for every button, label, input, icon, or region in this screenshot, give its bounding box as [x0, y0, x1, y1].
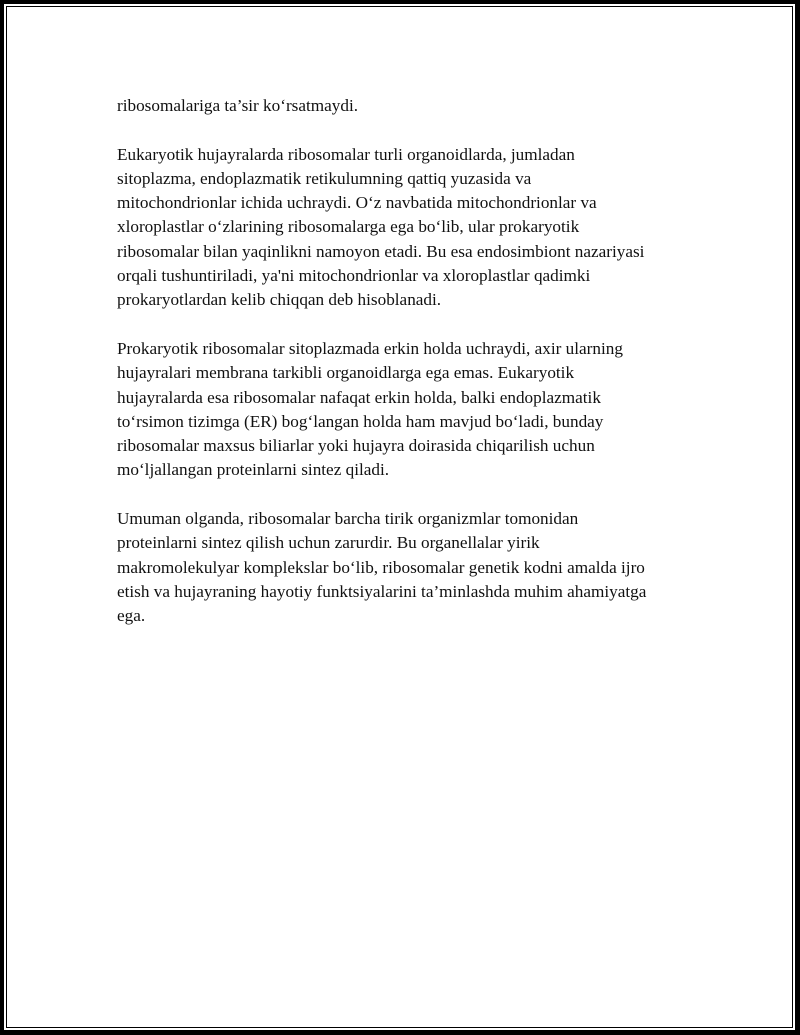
paragraph-3: [117, 337, 692, 483]
text-line: Eukaryotik hujayralarda ribosomalar turli organoidlarda, jumladan: [117, 144, 575, 164]
text-line: makromolekulyar komplekslar bo‘lib, ribosomalar genetik kodni amalda ijro: [117, 557, 645, 577]
document-body: [117, 94, 692, 653]
text-line: hujayralarda esa ribosomalar nafaqat erkin holda, balki endoplazmatik: [117, 387, 601, 407]
text-line: ribosomalar maxsus biliarlar yoki hujayra doirasida chiqarilish uchun: [117, 436, 595, 456]
text-line: hujayralari membrana tarkibli organoidlarga ega emas. Eukaryotik: [117, 363, 575, 383]
paragraph-4: [117, 507, 692, 628]
text-line: xloroplastlar o‘zlarining ribosomalarga ega bo‘lib, ular prokaryotik: [117, 217, 580, 237]
text-line: ega.: [117, 606, 146, 626]
text-line: Prokaryotik ribosomalar sitoplazmada erkin holda uchraydi, axir ularning: [117, 338, 623, 358]
text-line: ribosomalariga ta’sir ko‘rsatmaydi.: [117, 96, 359, 115]
text-line: prokaryotlardan kelib chiqqan deb hisoblanadi.: [117, 290, 442, 310]
paragraph-2: [117, 143, 692, 313]
text-line: mitochondrionlar ichida uchraydi. O‘z navbatida mitochondrionlar va: [117, 193, 597, 213]
text-line: sitoplazma, endoplazmatik retikulumning qattiq yuzasida va: [117, 168, 532, 188]
text-line: proteinlarni sintez qilish uchun zarurdir. Bu organellalar yirik: [117, 533, 540, 553]
text-line: Umuman olganda, ribosomalar barcha tirik organizmlar tomonidan: [117, 509, 579, 529]
text-line: to‘rsimon tizimga (ER) bog‘langan holda ham mavjud bo‘ladi, bunday: [117, 411, 604, 431]
text-line: etish va hujayraning hayotiy funktsiyalarini ta’minlashda muhim ahamiyatga: [117, 581, 647, 601]
text-line: mo‘ljallangan proteinlarni sintez qiladi.: [117, 460, 390, 480]
paragraph-1: [117, 94, 692, 118]
text-line: orqali tushuntiriladi, ya'ni mitochondrionlar va xloroplastlar qadimki: [117, 266, 591, 286]
text-line: ribosomalar bilan yaqinlikni namoyon etadi. Bu esa endosimbiont nazariyasi: [117, 241, 645, 261]
